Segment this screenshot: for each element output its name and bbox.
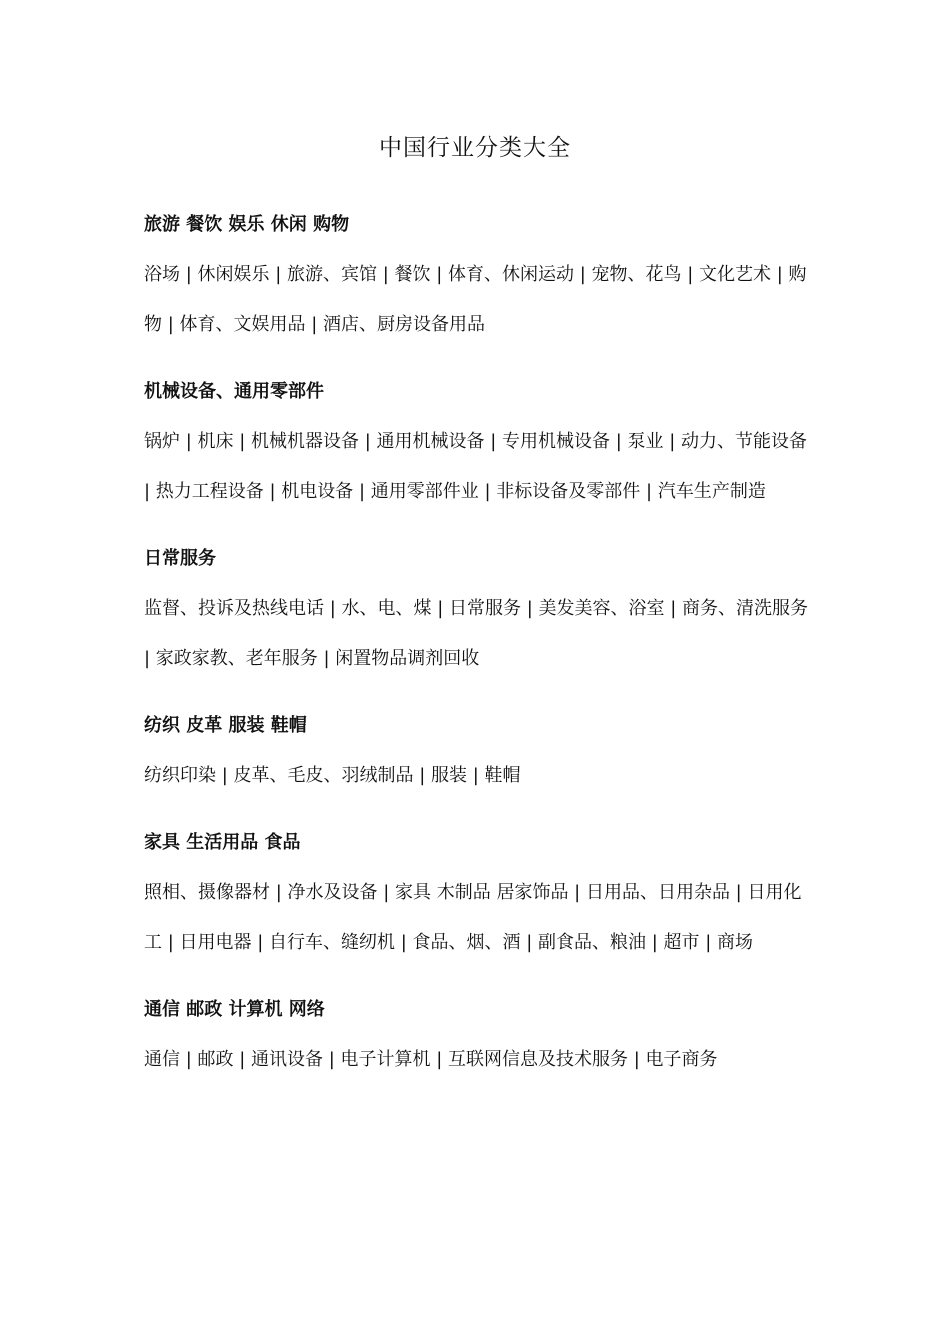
section-textile-apparel xyxy=(144,709,809,801)
page-title: 中国行业分类大全 xyxy=(379,135,571,161)
section-heading: 机械设备、通用零部件 xyxy=(144,381,324,402)
section-heading: 通信 邮政 计算机 网络 xyxy=(144,999,325,1020)
section-telecom-computing xyxy=(144,993,809,1085)
section-heading: 日常服务 xyxy=(144,548,216,569)
category-sections xyxy=(144,208,809,1110)
section-daily-services xyxy=(144,542,809,684)
section-machinery xyxy=(144,375,809,517)
section-body: 锅炉 | 机床 | 机械机器设备 | 通用机械设备 | 专用机械设备 | 泵业 | 动力、节能设备 | 热力工程设备 | 机电设备 | 通用零部件业 | 非标设备及零部件 | 汽车生产制造 xyxy=(144,431,808,502)
section-body: 照相、摄像器材 | 净水及设备 | 家具 木制品 居家饰品 | 日用品、日用杂品 | 日用化工 | 日用电器 | 自行车、缝纫机 | 食品、烟、酒 | 副食品、粮油 | 超市 | 商场 xyxy=(144,882,802,953)
section-body: 通信 | 邮政 | 通讯设备 | 电子计算机 | 互联网信息及技术服务 | 电子商务 xyxy=(144,1049,718,1070)
section-body: 浴场 | 休闲娱乐 | 旅游、宾馆 | 餐饮 | 体育、休闲运动 | 宠物、花鸟 | 文化艺术 | 购物 | 体育、文娱用品 | 酒店、厨房设备用品 xyxy=(144,264,807,335)
section-body: 纺织印染 | 皮革、毛皮、羽绒制品 | 服装 | 鞋帽 xyxy=(144,765,521,786)
section-heading: 纺织 皮革 服装 鞋帽 xyxy=(144,715,307,736)
section-tourism-dining xyxy=(144,208,809,350)
section-heading: 家具 生活用品 食品 xyxy=(144,832,301,853)
section-household-food xyxy=(144,826,809,968)
section-heading: 旅游 餐饮 娱乐 休闲 购物 xyxy=(144,214,350,235)
section-body: 监督、投诉及热线电话 | 水、电、煤 | 日常服务 | 美发美容、浴室 | 商务、清洗服务 | 家政家教、老年服务 | 闲置物品调剂回收 xyxy=(144,598,809,669)
